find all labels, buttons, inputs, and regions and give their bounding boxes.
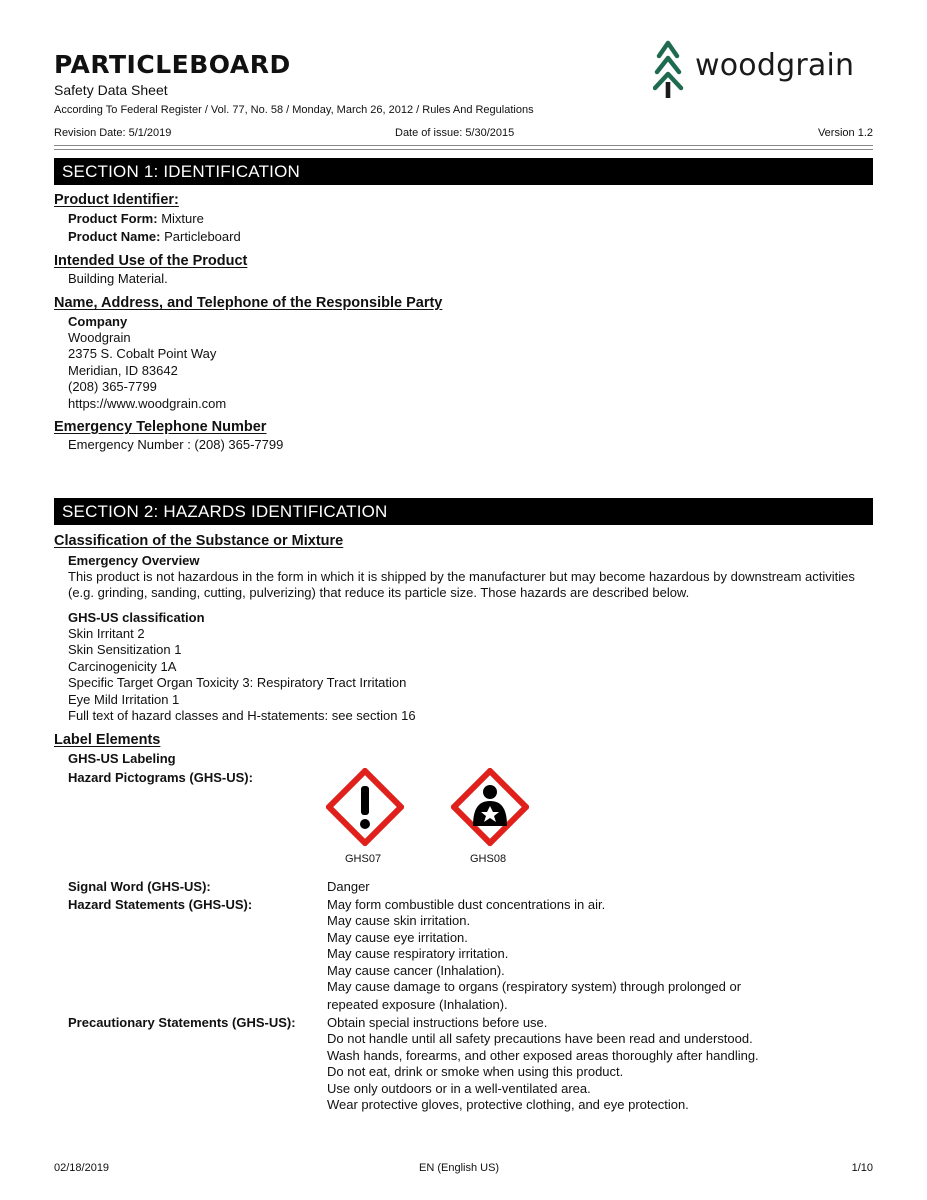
version-number: Version 1.2 (817, 127, 873, 139)
product-form-label: Product Form: (68, 211, 158, 226)
company-street: 2375 S. Cobalt Point Way (68, 346, 217, 362)
revision-date: Revision Date: 5/1/2019 (54, 127, 172, 139)
emergency-overview-label: Emergency Overview (68, 553, 200, 568)
emergency-phone-heading: Emergency Telephone Number (54, 419, 267, 435)
header-divider (54, 145, 873, 146)
health-hazard-icon (451, 768, 529, 846)
document-subtitle: Safety Data Sheet (54, 82, 168, 98)
product-identifier-heading: Product Identifier: (54, 192, 179, 208)
section-1-header: SECTION 1: IDENTIFICATION (54, 158, 873, 185)
product-name-row (68, 229, 241, 245)
label-elements-heading: Label Elements (54, 732, 161, 748)
ghs-classification-label: GHS-US classification (68, 610, 205, 625)
document-title: PARTICLEBOARD (54, 50, 291, 79)
pictogram-code: GHS08 (470, 853, 507, 865)
company-phone: (208) 365-7799 (68, 379, 157, 395)
precautionary-statements-label: Precautionary Statements (GHS-US): (68, 1015, 296, 1030)
header-divider (54, 149, 873, 150)
list-item: Skin Sensitization 1 (68, 642, 182, 658)
responsible-party-heading: Name, Address, and Telephone of the Responsible Party (54, 295, 443, 311)
company-label: Company (68, 314, 128, 329)
list-item: May cause damage to organs (respiratory system) through prolonged or (327, 979, 742, 995)
list-item: repeated exposure (Inhalation). (327, 997, 508, 1013)
company-name: Woodgrain (68, 330, 131, 345)
list-item: Obtain special instructions before use. (327, 1015, 548, 1030)
intended-use-heading: Intended Use of the Product (54, 253, 248, 269)
emergency-phone-value: Emergency Number : (208) 365-7799 (68, 437, 284, 452)
hazard-pictograms-label: Hazard Pictograms (GHS-US): (68, 770, 253, 785)
signal-word-value: Danger (327, 879, 370, 894)
product-form-value: Mixture (161, 211, 204, 226)
company-website: https://www.woodgrain.com (68, 395, 227, 411)
list-item: Full text of hazard classes and H-statements: see section 16 (68, 708, 416, 724)
list-item: Eye Mild Irritation 1 (68, 691, 180, 707)
page-number: 1/10 (851, 1162, 873, 1174)
list-item: May form combustible dust concentrations in air. (327, 897, 606, 912)
list-item: Specific Target Organ Toxicity 3: Respiratory Tract Irritation (68, 675, 407, 691)
product-name-value: Particleboard (164, 229, 241, 244)
woodgrain-logo (653, 38, 873, 100)
product-name-label: Product Name: (68, 229, 161, 244)
list-item: May cause respiratory irritation. (327, 946, 509, 962)
list-item: May cause cancer (Inhalation). (327, 962, 505, 978)
list-item: May cause skin irritation. (327, 913, 471, 929)
hazard-statements-label: Hazard Statements (GHS-US): (68, 897, 253, 912)
precautionary-statements-list (327, 1015, 759, 1113)
list-item: Do not eat, drink or smoke when using this product. (327, 1064, 624, 1080)
list-item: Wash hands, forearms, and other exposed areas thoroughly after handling. (327, 1047, 759, 1063)
signal-word-label: Signal Word (GHS-US): (68, 879, 211, 894)
tree-icon (653, 38, 689, 100)
company-city: Meridian, ID 83642 (68, 362, 178, 378)
sds-page (54, 0, 873, 1200)
intended-use-value: Building Material. (68, 271, 168, 286)
list-item: May cause eye irritation. (327, 929, 468, 945)
ghs-classification-list (68, 626, 416, 724)
pictogram-code: GHS07 (345, 853, 382, 865)
regulation-reference: According To Federal Register / Vol. 77, No. 58 / Monday, March 26, 2012 / Rules And Regulations (54, 104, 534, 116)
hazard-statements-list (327, 897, 741, 1014)
section-2-header: SECTION 2: HAZARDS IDENTIFICATION (54, 498, 873, 525)
issue-date: Date of issue: 5/30/2015 (395, 127, 515, 139)
list-item: Carcinogenicity 1A (68, 658, 177, 674)
list-item: Wear protective gloves, protective clothing, and eye protection. (327, 1097, 689, 1113)
emergency-overview-text: This product is not hazardous in the form in which it is shipped by the manufacturer but may become hazardous by downstream activities (e.g. grinding, sanding, cutting, pulverizing) that reduce its particle size. Those hazards are described below. (68, 569, 855, 601)
ghs-labeling-label: GHS-US Labeling (68, 751, 176, 766)
list-item: Use only outdoors or in a well-ventilated area. (327, 1080, 591, 1096)
company-details (68, 330, 226, 412)
list-item: Do not handle until all safety precautions have been read and understood. (327, 1031, 753, 1047)
product-form-row (68, 211, 204, 227)
exclamation-mark-icon (326, 768, 404, 846)
classification-heading: Classification of the Substance or Mixture (54, 533, 344, 549)
logo-wordmark: woodgrain (695, 48, 855, 83)
footer-language: EN (English US) (419, 1162, 500, 1174)
footer-date: 02/18/2019 (54, 1162, 110, 1174)
list-item: Skin Irritant 2 (68, 626, 145, 641)
